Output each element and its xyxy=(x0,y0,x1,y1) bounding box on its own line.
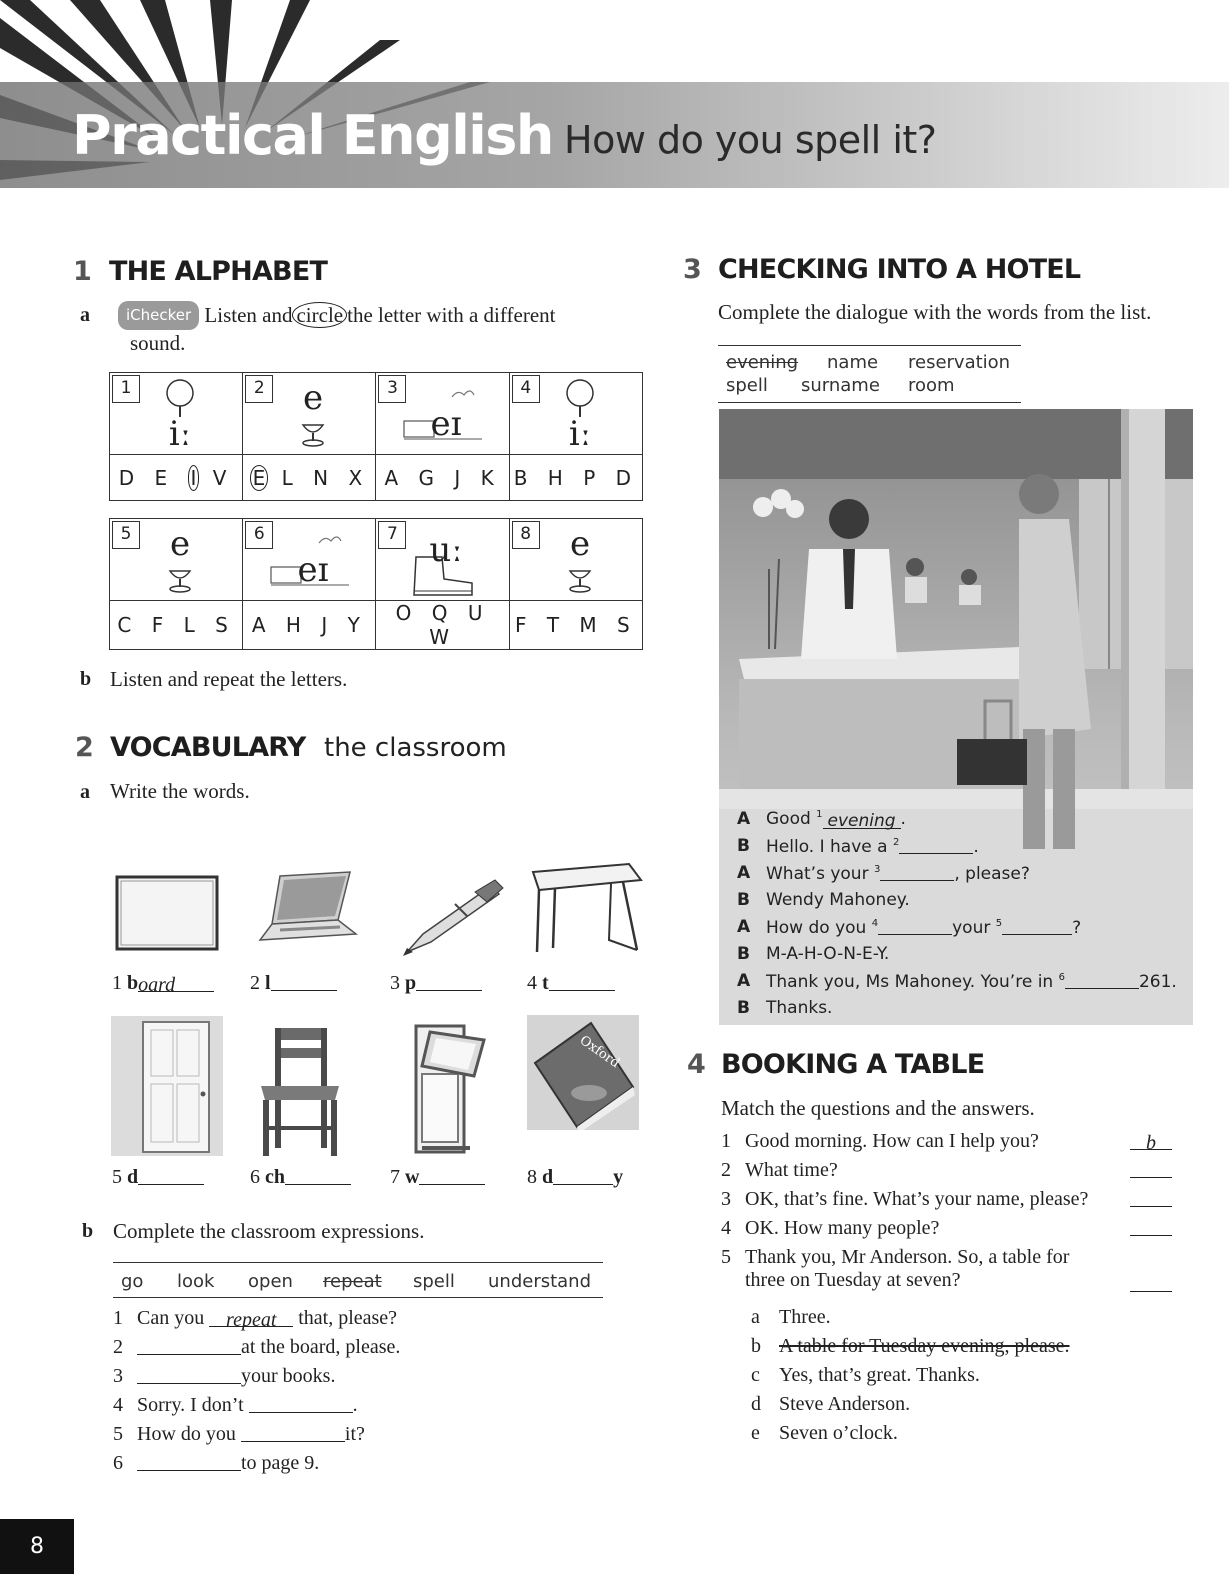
section-1-title: THE ALPHABET xyxy=(109,256,328,287)
letter-option[interactable]: M xyxy=(579,613,604,637)
egg-icon xyxy=(156,523,204,597)
match-answer[interactable] xyxy=(1130,1160,1172,1178)
match-answer[interactable] xyxy=(1130,1274,1172,1292)
alphabet-grid-bottom xyxy=(109,518,643,650)
dialogue-line-3 xyxy=(737,863,1187,887)
letter-option[interactable]: L xyxy=(183,613,202,637)
word-open: open xyxy=(248,1271,293,1292)
expression-after: at the board, please. xyxy=(241,1336,401,1358)
expression-before: How do you xyxy=(137,1423,236,1445)
match-answer-slot-2[interactable] xyxy=(1130,1159,1172,1182)
dialogue-blank xyxy=(899,836,973,854)
dialogue-blank xyxy=(1002,917,1072,935)
instruction-text: Listen and xyxy=(204,303,293,327)
dialogue-line-1 xyxy=(737,809,1187,833)
word-evening: evening xyxy=(726,352,799,373)
vocab-label-7 xyxy=(390,1166,485,1189)
letters-cell-5[interactable] xyxy=(110,601,243,650)
dialogue-blank xyxy=(878,917,952,935)
word-spell-hotel: spell xyxy=(726,375,768,396)
dialogue-line-7 xyxy=(737,971,1187,995)
exercise-2b-letter: b xyxy=(82,1220,94,1242)
vocab-blank[interactable] xyxy=(138,1167,204,1185)
circled-letter[interactable]: I xyxy=(188,465,200,491)
vocab-label-8 xyxy=(527,1166,623,1189)
circle-word: circle xyxy=(292,302,347,328)
question-item-3 xyxy=(721,1188,1176,1211)
word-repeat: repeat xyxy=(323,1271,382,1292)
letter-option[interactable]: P xyxy=(583,465,603,490)
laptop-icon xyxy=(250,868,360,948)
ichecker-badge[interactable]: iChecker xyxy=(118,301,199,330)
item-number: 5 xyxy=(113,1423,123,1445)
item-number: 2 xyxy=(113,1336,123,1358)
vocab-prefix: d xyxy=(542,1166,554,1188)
expression-item-1 xyxy=(113,1307,397,1330)
section-2-title: VOCABULARY xyxy=(110,732,306,763)
speaker-label: B xyxy=(737,944,750,964)
dialogue-line-4 xyxy=(737,890,1187,914)
dialogue-blank xyxy=(880,863,954,881)
dialogue-text: What’s your $^3$ , please? xyxy=(766,864,1030,884)
expression-blank[interactable] xyxy=(137,1337,241,1355)
answer-text: Steve Anderson. xyxy=(779,1393,911,1415)
letters-cell-2[interactable] xyxy=(243,455,376,501)
train-icon xyxy=(422,377,470,451)
letters-cell-6[interactable] xyxy=(243,601,376,650)
answer-item-b xyxy=(751,1335,1070,1358)
match-answer[interactable]: b xyxy=(1130,1132,1172,1150)
letter-option[interactable]: F xyxy=(514,613,534,637)
section-3-number: 3 xyxy=(683,254,702,285)
exercise-2a-letter: a xyxy=(80,781,90,803)
exercise-1b-letter: b xyxy=(80,668,92,690)
dictionary-cover-text: Oxford xyxy=(576,1033,623,1072)
boot-icon xyxy=(422,523,470,597)
letter-option[interactable]: D xyxy=(118,465,142,490)
vocab-label-1 xyxy=(112,972,214,995)
board-icon xyxy=(112,872,222,954)
cell-number: 4 xyxy=(512,375,540,403)
vocab-label-4 xyxy=(527,972,615,995)
question-item-1 xyxy=(721,1130,1176,1153)
answer-text: Seven o’clock. xyxy=(779,1422,898,1444)
letter-option[interactable]: J xyxy=(454,465,468,490)
item-number: 6 xyxy=(113,1452,123,1474)
sound-cell-2 xyxy=(243,373,376,455)
tree-icon xyxy=(556,377,604,454)
phoneme-label: iː xyxy=(168,414,192,454)
expression-blank[interactable] xyxy=(241,1424,345,1442)
vocab-number: 8 xyxy=(527,1166,537,1188)
item-number: 1 xyxy=(113,1307,123,1329)
question-text: What time? xyxy=(745,1159,838,1181)
dialogue-text: How do you $^4$ your $^5$ ? xyxy=(766,918,1082,938)
answer-letter: c xyxy=(751,1364,760,1386)
vocab-prefix: p xyxy=(405,972,417,994)
answer-text: Three. xyxy=(779,1306,831,1328)
cell-number: 6 xyxy=(245,521,273,549)
answer-letter: a xyxy=(751,1306,760,1328)
sound-cell-3 xyxy=(376,373,509,455)
expression-item-3 xyxy=(113,1365,335,1388)
letter-option[interactable]: V xyxy=(212,465,234,490)
question-text: Good morning. How can I help you? xyxy=(745,1130,1039,1152)
cell-number: 7 xyxy=(378,521,406,549)
phoneme-label: e xyxy=(169,524,191,564)
letter-option[interactable]: X xyxy=(348,465,370,490)
expression-after: it? xyxy=(344,1423,365,1445)
speaker-label: A xyxy=(737,809,751,829)
pen-icon xyxy=(395,876,510,956)
word-room: room xyxy=(908,375,955,396)
letter-option[interactable]: W xyxy=(429,625,456,649)
section-3-title: CHECKING INTO A HOTEL xyxy=(718,254,1081,285)
vocab-number: 1 xyxy=(112,972,122,994)
egg-icon xyxy=(556,523,604,597)
word-surname: surname xyxy=(801,375,880,396)
letter-option[interactable]: H xyxy=(285,613,308,637)
door-icon xyxy=(111,1016,223,1156)
vocab-prefix: b xyxy=(127,972,139,994)
phoneme-label: e xyxy=(569,524,590,564)
sound-cell-8 xyxy=(509,519,642,601)
cell-number: 3 xyxy=(378,375,406,403)
letter-option[interactable]: A xyxy=(251,613,273,637)
word-reservation: reservation xyxy=(908,352,1011,373)
exercise-1a-letter: a xyxy=(80,304,90,326)
vocab-label-6 xyxy=(250,1166,351,1189)
dialogue-answer: evening xyxy=(823,811,901,829)
vocab-label-5 xyxy=(112,1166,204,1189)
letter-option[interactable]: F xyxy=(151,613,171,637)
dialogue-line-5 xyxy=(737,917,1187,941)
section-4-number: 4 xyxy=(687,1049,706,1080)
expression-after: your books. xyxy=(241,1365,336,1387)
sound-cell-5 xyxy=(110,519,243,601)
table-icon xyxy=(525,860,645,958)
question-item-2 xyxy=(721,1159,1176,1182)
answer-text: Yes, that’s great. Thanks. xyxy=(779,1364,980,1386)
letters-cell-3[interactable] xyxy=(376,455,509,501)
vocab-answer[interactable]: oard xyxy=(138,974,214,992)
letter-option[interactable]: E xyxy=(154,465,175,490)
expression-before: Sorry. I don’t xyxy=(137,1394,244,1416)
phoneme-label: eɪ xyxy=(297,550,329,590)
letter-option[interactable]: O xyxy=(395,601,419,625)
dialogue-line-8 xyxy=(737,998,1187,1022)
item-number: 2 xyxy=(721,1159,731,1181)
expression-after: that, please? xyxy=(298,1307,398,1329)
expression-item-2 xyxy=(113,1336,400,1359)
window-icon xyxy=(410,1022,490,1157)
word-go: go xyxy=(121,1271,144,1292)
instruction-text-3: sound. xyxy=(130,331,186,355)
question-text: OK, that’s fine. What’s your name, please? xyxy=(745,1188,1089,1210)
letters-cell-1[interactable] xyxy=(110,455,243,501)
circled-letter[interactable]: E xyxy=(250,465,269,491)
vocab-number: 2 xyxy=(250,972,260,994)
speaker-label: B xyxy=(737,836,750,856)
classroom-word-list xyxy=(113,1262,603,1298)
letter-option[interactable]: K xyxy=(480,465,501,490)
item-number: 3 xyxy=(721,1188,731,1210)
instruction-text-2: the letter with a different xyxy=(347,303,556,327)
section-2-subtitle: the classroom xyxy=(324,733,507,763)
match-answer-slot-4[interactable] xyxy=(1130,1217,1172,1240)
train-icon xyxy=(289,523,337,597)
letter-option[interactable]: J xyxy=(321,613,335,637)
question-text: OK. How many people? xyxy=(745,1217,940,1239)
cell-number: 1 xyxy=(112,375,140,403)
vocab-prefix: ch xyxy=(265,1166,285,1188)
letter-option[interactable]: S xyxy=(215,613,235,637)
word-understand: understand xyxy=(488,1271,592,1292)
vocab-prefix: w xyxy=(405,1166,420,1188)
expression-blank[interactable] xyxy=(249,1395,353,1413)
expression-item-4 xyxy=(113,1394,358,1417)
vocab-prefix: d xyxy=(127,1166,139,1188)
letter-option[interactable]: A xyxy=(384,465,406,490)
section-2-number: 2 xyxy=(75,732,94,763)
dialogue-text: Thank you, Ms Mahoney. You’re in $^6$ 261. xyxy=(766,972,1177,992)
alphabet-grid-top xyxy=(109,372,643,501)
exercise-1a-instruction xyxy=(118,301,638,357)
vocab-label-3 xyxy=(390,972,482,995)
sound-cell-7 xyxy=(376,519,509,601)
vocab-number: 3 xyxy=(390,972,400,994)
chair-icon xyxy=(255,1024,345,1159)
letters-cell-8[interactable] xyxy=(509,601,642,650)
letter-option[interactable]: U xyxy=(467,601,490,625)
sound-cell-4 xyxy=(509,373,642,455)
letter-option[interactable]: Y xyxy=(347,613,367,637)
word-spell: spell xyxy=(413,1271,455,1292)
letter-option[interactable]: N xyxy=(313,465,336,490)
page-header xyxy=(0,0,1229,200)
letter-option[interactable]: H xyxy=(547,465,570,490)
vocab-blank[interactable] xyxy=(285,1167,351,1185)
speaker-label: B xyxy=(737,890,750,910)
speaker-label: A xyxy=(737,971,751,991)
page-number: 8 xyxy=(0,1519,74,1574)
dialogue-text: Wendy Mahoney. xyxy=(766,890,910,910)
exercise-1b-instruction: Listen and repeat the letters. xyxy=(110,667,348,691)
item-number: 3 xyxy=(113,1365,123,1387)
letter-option[interactable]: T xyxy=(546,613,567,637)
speaker-label: A xyxy=(737,917,751,937)
dialogue-text: Thanks. xyxy=(766,998,833,1018)
question-text: Thank you, Mr Anderson. So, a table for xyxy=(745,1246,1070,1268)
vocab-blank[interactable] xyxy=(271,973,337,991)
answer-letter: b xyxy=(751,1335,761,1357)
vocab-blank[interactable] xyxy=(419,1167,485,1185)
answer-item-e xyxy=(751,1422,898,1445)
dialogue-line-6 xyxy=(737,944,1187,968)
phoneme-label: uː xyxy=(429,530,464,570)
expression-after: . xyxy=(352,1394,358,1416)
expression-blank[interactable] xyxy=(137,1453,241,1471)
question-item-5 xyxy=(721,1246,1176,1292)
vocab-number: 7 xyxy=(390,1166,400,1188)
speaker-label: B xyxy=(737,998,750,1018)
cell-number: 5 xyxy=(112,521,140,549)
match-answer-slot-1[interactable] xyxy=(1130,1130,1172,1153)
expression-before: Can you xyxy=(137,1307,205,1329)
expression-item-5 xyxy=(113,1423,365,1446)
section-4-instruction: Match the questions and the answers. xyxy=(721,1096,1035,1120)
vocab-suffix: y xyxy=(613,1166,624,1188)
item-number: 5 xyxy=(721,1246,731,1268)
sound-cell-1 xyxy=(110,373,243,455)
dialogue-blank xyxy=(1065,971,1139,989)
dialogue-panel xyxy=(719,789,1193,1025)
vocab-blank[interactable] xyxy=(553,1167,613,1185)
tree-icon xyxy=(156,377,204,454)
vocab-prefix: t xyxy=(542,972,549,994)
letter-option[interactable]: G xyxy=(418,465,441,490)
vocab-number: 5 xyxy=(112,1166,122,1188)
section-3-instruction: Complete the dialogue with the words from the list. xyxy=(718,300,1152,324)
cell-number: 2 xyxy=(245,375,273,403)
phoneme-label: iː xyxy=(568,414,591,454)
dictionary-icon xyxy=(527,1015,639,1130)
dialogue-line-2 xyxy=(737,836,1187,860)
letter-option[interactable]: S xyxy=(617,613,637,637)
expression-item-6 xyxy=(113,1452,319,1475)
dialogue-text: Good $^1$ evening . xyxy=(766,809,906,831)
match-answer[interactable] xyxy=(1130,1218,1172,1236)
vocab-number: 4 xyxy=(527,972,537,994)
dialogue-text: M-A-H-O-N-E-Y. xyxy=(766,944,890,964)
hotel-reception-photo xyxy=(719,409,1193,1025)
match-answer[interactable] xyxy=(1130,1189,1172,1207)
vocab-number: 6 xyxy=(250,1166,260,1188)
letter-option[interactable]: D xyxy=(615,465,639,490)
vocab-blank[interactable] xyxy=(549,973,615,991)
item-number: 1 xyxy=(721,1130,731,1152)
section-4-title: BOOKING A TABLE xyxy=(721,1049,985,1080)
item-number: 4 xyxy=(721,1217,731,1239)
answer-letter: d xyxy=(751,1393,761,1415)
match-answer-slot-3[interactable] xyxy=(1130,1188,1172,1211)
speaker-label: A xyxy=(737,863,751,883)
word-name: name xyxy=(827,352,879,373)
page-subtitle: How do you spell it? xyxy=(564,118,937,162)
expression-after: to page 9. xyxy=(241,1452,320,1474)
item-number: 4 xyxy=(113,1394,123,1416)
vocab-label-2 xyxy=(250,972,337,995)
match-answer-slot-5[interactable] xyxy=(1130,1273,1172,1296)
dialogue-text: Hello. I have a $^2$ . xyxy=(766,837,979,857)
letters-cell-7[interactable] xyxy=(376,601,509,650)
letter-option[interactable]: L xyxy=(281,465,300,490)
section-1-number: 1 xyxy=(73,256,92,287)
expression-answer[interactable]: repeat xyxy=(209,1309,293,1327)
letter-option[interactable]: C xyxy=(117,613,139,637)
answer-item-d xyxy=(751,1393,910,1416)
answer-letter: e xyxy=(751,1422,760,1444)
letters-cell-4[interactable] xyxy=(509,455,642,501)
question-item-4 xyxy=(721,1217,1176,1240)
answer-item-a xyxy=(751,1306,831,1329)
expression-blank[interactable] xyxy=(137,1366,241,1384)
vocab-prefix: l xyxy=(265,972,271,994)
vocab-blank[interactable] xyxy=(416,973,482,991)
word-look: look xyxy=(177,1271,215,1292)
page-title: Practical English xyxy=(72,104,553,167)
sound-cell-6 xyxy=(243,519,376,601)
phoneme-label: eɪ xyxy=(430,404,462,444)
phoneme-label: e xyxy=(303,378,324,418)
answer-text: A table for Tuesday evening, please. xyxy=(779,1335,1070,1357)
hotel-word-list xyxy=(718,345,1021,403)
exercise-2b-instruction: Complete the classroom expressions. xyxy=(113,1219,425,1243)
answer-item-c xyxy=(751,1364,980,1387)
exercise-2a-instruction: Write the words. xyxy=(110,779,250,803)
egg-icon xyxy=(289,377,337,451)
letter-option[interactable]: Q xyxy=(431,601,455,625)
cell-number: 8 xyxy=(512,521,540,549)
question-text-2: three on Tuesday at seven? xyxy=(745,1269,961,1291)
letter-option[interactable]: B xyxy=(513,465,535,490)
